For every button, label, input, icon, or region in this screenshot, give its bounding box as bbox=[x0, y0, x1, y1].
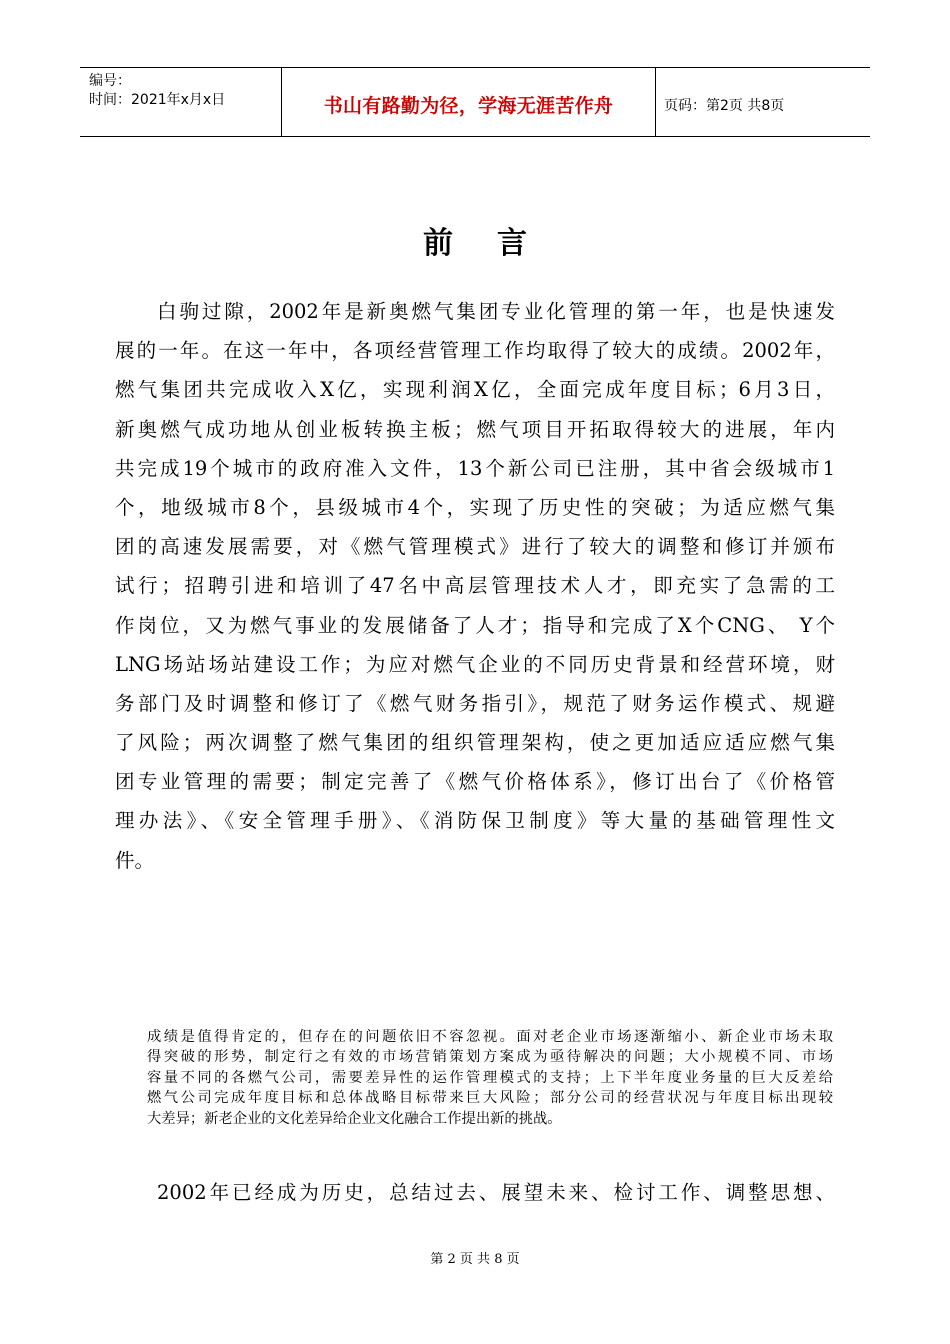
paragraph-line: 成绩是值得肯定的，但存在的问题依旧不容忽视。面对老企业市场逐渐缩小、新企业市场未取 bbox=[147, 1029, 833, 1045]
paragraph-line: 新奥燃气成功地从创业板转换主板；燃气项目开拓取得较大的进展，年内 bbox=[115, 417, 835, 441]
number-label: 编号： bbox=[89, 73, 131, 89]
paragraph-issues bbox=[147, 1027, 833, 1129]
document-title: 前言 bbox=[423, 226, 571, 261]
paragraph-line: 团专业管理的需要；制定完善了《燃气价格体系》，修订出台了《价格管 bbox=[115, 770, 835, 794]
paragraph-line: 团的高速发展需要，对《燃气管理模式》进行了较大的调整和修订并颁布 bbox=[115, 535, 835, 559]
page-code-text: 页码：第2页 共8页 bbox=[664, 97, 785, 114]
paragraph-main bbox=[115, 292, 835, 880]
paragraph-line: 燃气公司完成年度目标和总体战略目标带来巨大风险；部分公司的经营状况与年度目标出现较 bbox=[147, 1090, 833, 1107]
paragraph-line: 理办法》、《安全管理手册》、《消防保卫制度》等大量的基础管理性文 bbox=[115, 809, 835, 833]
paragraph-line: 大差异；新老企业的文化差异给企业文化融合工作提出新的挑战。 bbox=[147, 1110, 562, 1127]
header-motto bbox=[282, 68, 656, 136]
paragraph-line: 得突破的形势，制定行之有效的市场营销策划方案成为亟待解决的问题；大小规模不同、市场 bbox=[147, 1049, 833, 1066]
paragraph-line: 燃气集团共完成收入X亿，实现利润X亿，全面完成年度目标；6月3日， bbox=[115, 378, 835, 402]
time-label: 时间：2021年x月x日 bbox=[89, 92, 226, 108]
header-meta bbox=[80, 68, 282, 136]
paragraph-line: 个，地级城市8个，县级城市4个，实现了历史性的突破；为适应燃气集 bbox=[115, 495, 835, 519]
paragraph-line: 了风险；两次调整了燃气集团的组织管理架构，使之更加适应适应燃气集 bbox=[115, 731, 835, 755]
page-footer: 第 2 页 共 8 页 bbox=[430, 1252, 520, 1267]
paragraph-line: 容量不同的各燃气公司，需要差异性的运作管理模式的支持；上下半年度业务量的巨大反差给 bbox=[147, 1069, 833, 1086]
paragraph-line: 件。 bbox=[115, 848, 155, 872]
paragraph-line: LNG场站场站建设工作；为应对燃气企业的不同历史背景和经营环境，财 bbox=[115, 652, 835, 676]
paragraph-line: 试行；招聘引进和培训了47名中高层管理技术人才，即充实了急需的工 bbox=[115, 574, 835, 598]
paragraph-closing: 2002年已经成为历史，总结过去、展望未来、检讨工作、调整思想、 bbox=[157, 1181, 835, 1204]
paragraph-line: 白驹过隙，2002年是新奥燃气集团专业化管理的第一年，也是快速发 bbox=[157, 300, 835, 323]
paragraph-line: 作岗位，又为燃气事业的发展储备了人才；指导和完成了X个CNG、 Y个 bbox=[115, 613, 835, 637]
paragraph-line: 共完成19个城市的政府准入文件，13个新公司已注册，其中省会级城市1 bbox=[115, 456, 835, 480]
page-header bbox=[80, 67, 870, 137]
header-page-code bbox=[656, 68, 870, 136]
motto-text: 书山有路勤为径，学海无涯苦作舟 bbox=[323, 95, 614, 117]
paragraph-line: 务部门及时调整和修订了《燃气财务指引》，规范了财务运作模式、规避 bbox=[115, 691, 835, 715]
paragraph-line: 展的一年。在这一年中，各项经营管理工作均取得了较大的成绩。2002年， bbox=[115, 339, 835, 363]
